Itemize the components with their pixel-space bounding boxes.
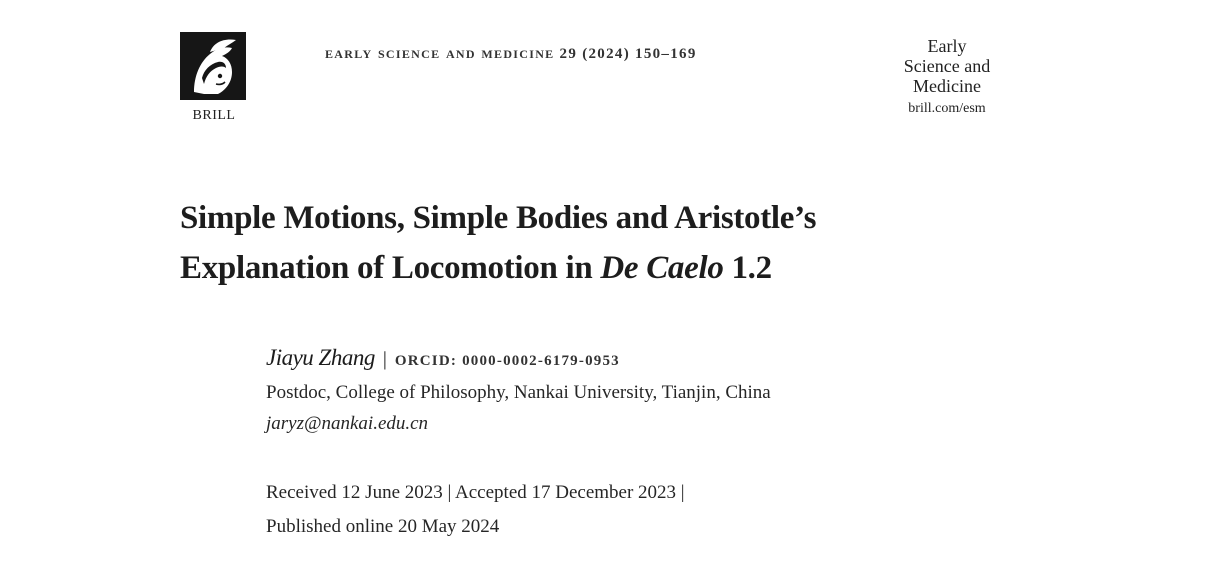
journal-running-header	[325, 43, 697, 63]
author-email-link[interactable]: jaryz@nankai.edu.cn	[266, 413, 429, 434]
article-title-prefix: Explanation of Locomotion in	[180, 250, 601, 286]
publication-dates	[266, 476, 1086, 544]
article-title-italic: De Caelo	[600, 250, 724, 286]
athena-helmet-logo-icon	[180, 32, 246, 100]
journal-name-line: Early	[927, 36, 967, 56]
author-separator: |	[382, 348, 387, 370]
received-accepted-dates: Received 12 June 2023 | Accepted 17 December 2023 |	[266, 482, 685, 503]
author-block	[266, 342, 1086, 439]
journal-name-block	[880, 36, 1014, 117]
author-line	[266, 342, 1086, 377]
article-title-line-2	[180, 243, 1080, 293]
article-title	[180, 193, 1080, 293]
volume-year-pages: 29 (2024) 150–169	[559, 46, 697, 62]
publisher-name: BRILL	[192, 108, 236, 123]
orcid-label: ORCID:	[394, 353, 458, 369]
journal-url-link[interactable]: brill.com/esm	[908, 101, 986, 116]
orcid-id-link[interactable]: 0000-0002-6179-0953	[462, 353, 620, 369]
article-title-line-1: Simple Motions, Simple Bodies and Aristotle’s	[180, 200, 817, 236]
journal-running-title: early science and medicine	[325, 43, 555, 62]
journal-name-line: Science and	[903, 56, 991, 76]
publisher-logo	[180, 32, 248, 124]
journal-name-line: Medicine	[913, 76, 981, 96]
journal-name	[880, 36, 1014, 96]
article-title-suffix: 1.2	[723, 250, 772, 286]
published-online-date: Published online 20 May 2024	[266, 516, 500, 537]
author-name: Jiayu Zhang	[266, 345, 375, 370]
author-affiliation: Postdoc, College of Philosophy, Nankai University, Tianjin, China	[266, 382, 771, 403]
